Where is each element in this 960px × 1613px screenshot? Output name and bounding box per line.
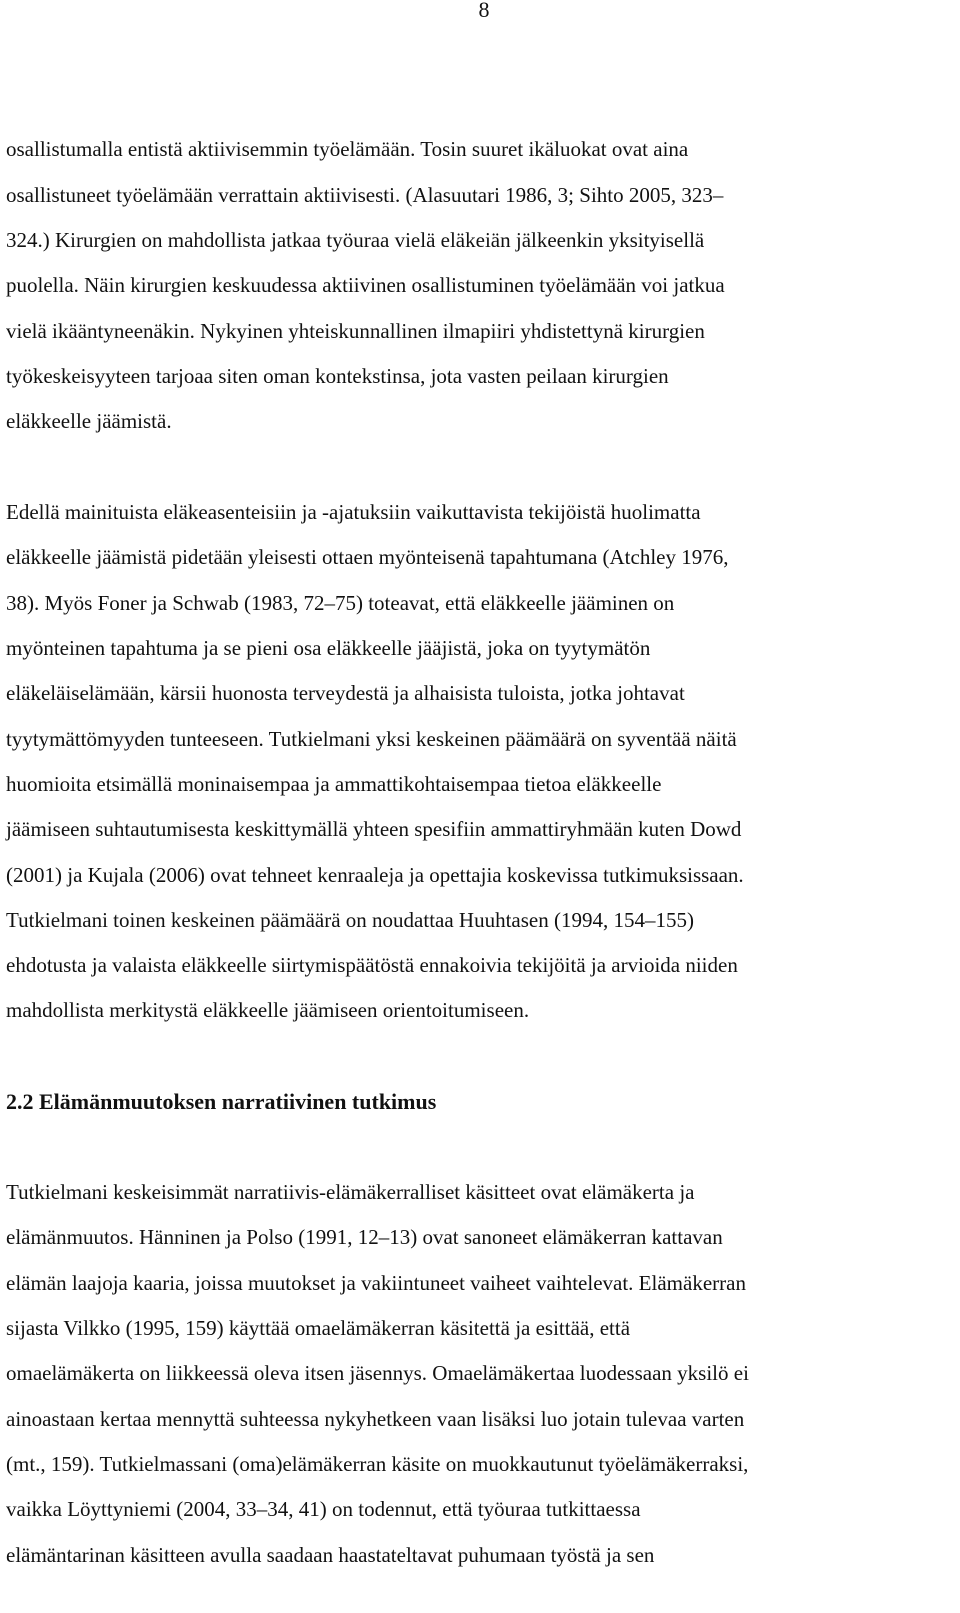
text-line: vaikka Löyttyniemi (2004, 33–34, 41) on todennut, että työuraa tutkittaessa (6, 1497, 641, 1521)
text-line: elämäntarinan käsitteen avulla saadaan haastateltavat puhumaan työstä ja sen (6, 1543, 655, 1567)
text-line: 38). Myös Foner ja Schwab (1983, 72–75) toteavat, että eläkkeelle jääminen on (6, 591, 675, 615)
text-line: omaelämäkerta on liikkeessä oleva itsen jäsennys. Omaelämäkertaa luodessaan yksilö ei (6, 1361, 749, 1385)
page-number: 8 (478, 0, 490, 22)
text-line: huomioita etsimällä moninaisempaa ja ammattikohtaisempaa tietoa eläkkeelle (6, 772, 662, 796)
text-line: Tutkielmani toinen keskeinen päämäärä on noudattaa Huuhtasen (1994, 154–155) (6, 908, 694, 932)
text-line: vielä ikääntyneenäkin. Nykyinen yhteiskunnallinen ilmapiiri yhdistettynä kirurgien (6, 319, 705, 343)
text-line: (mt., 159). Tutkielmassani (oma)elämäkerran käsite on muokkautunut työelämäkerraksi, (6, 1452, 749, 1476)
text-line: puolella. Näin kirurgien keskuudessa aktiivinen osallistuminen työelämään voi jatkua (6, 273, 725, 297)
text-line: 324.) Kirurgien on mahdollista jatkaa työuraa vielä eläkeiän jälkeenkin yksityisellä (6, 228, 705, 252)
text-line: elämänmuutos. Hänninen ja Polso (1991, 12–13) ovat sanoneet elämäkerran kattavan (6, 1225, 723, 1249)
section-heading: 2.2 Elämänmuutoksen narratiivinen tutkimus (6, 1089, 437, 1114)
text-line: jäämiseen suhtautumisesta keskittymällä yhteen spesifiin ammattiryhmään kuten Dowd (6, 817, 742, 841)
text-line: Tutkielmani keskeisimmät narratiivis-elämäkerralliset käsitteet ovat elämäkerta ja (6, 1180, 695, 1204)
text-line: sijasta Vilkko (1995, 159) käyttää omaelämäkerran käsitettä ja esittää, että (6, 1316, 631, 1340)
text-line: eläkkeelle jäämistä pidetään yleisesti ottaen myönteisenä tapahtumana (Atchley 1976, (6, 545, 729, 569)
text-line: eläkkeelle jäämistä. (6, 409, 172, 433)
text-line: (2001) ja Kujala (2006) ovat tehneet kenraaleja ja opettajia koskevissa tutkimuksissaan. (6, 863, 744, 887)
text-line: mahdollista merkitystä eläkkeelle jäämiseen orientoitumiseen. (6, 998, 530, 1022)
text-line: työkeskeisyyteen tarjoaa siten oman kontekstinsa, jota vasten peilaan kirurgien (6, 364, 669, 388)
text-line: eläkeläiselämään, kärsii huonosta terveydestä ja alhaisista tuloista, jotka johtavat (6, 681, 685, 705)
text-line: osallistumalla entistä aktiivisemmin työelämään. Tosin suuret ikäluokat ovat aina (6, 137, 689, 161)
text-line: ehdotusta ja valaista eläkkeelle siirtymispäätöstä ennakoivia tekijöitä ja arvioida niiden (6, 953, 738, 977)
text-line: osallistuneet työelämään verrattain aktiivisesti. (Alasuutari 1986, 3; Sihto 2005, 323– (6, 183, 724, 207)
text-line: ainoastaan kertaa mennyttä suhteessa nykyhetkeen vaan lisäksi luo jotain tulevaa varten (6, 1407, 745, 1431)
text-line: Edellä mainituista eläkeasenteisiin ja -ajatuksiin vaikuttavista tekijöistä huolimatta (6, 500, 701, 524)
text-line: myönteinen tapahtuma ja se pieni osa eläkkeelle jääjistä, joka on tyytymätön (6, 636, 651, 660)
text-line: tyytymättömyyden tunteeseen. Tutkielmani yksi keskeinen päämäärä on syventää näitä (6, 727, 737, 751)
text-line: elämän laajoja kaaria, joissa muutokset ja vakiintuneet vaiheet vaihtelevat. Elämäkerran (6, 1271, 746, 1295)
